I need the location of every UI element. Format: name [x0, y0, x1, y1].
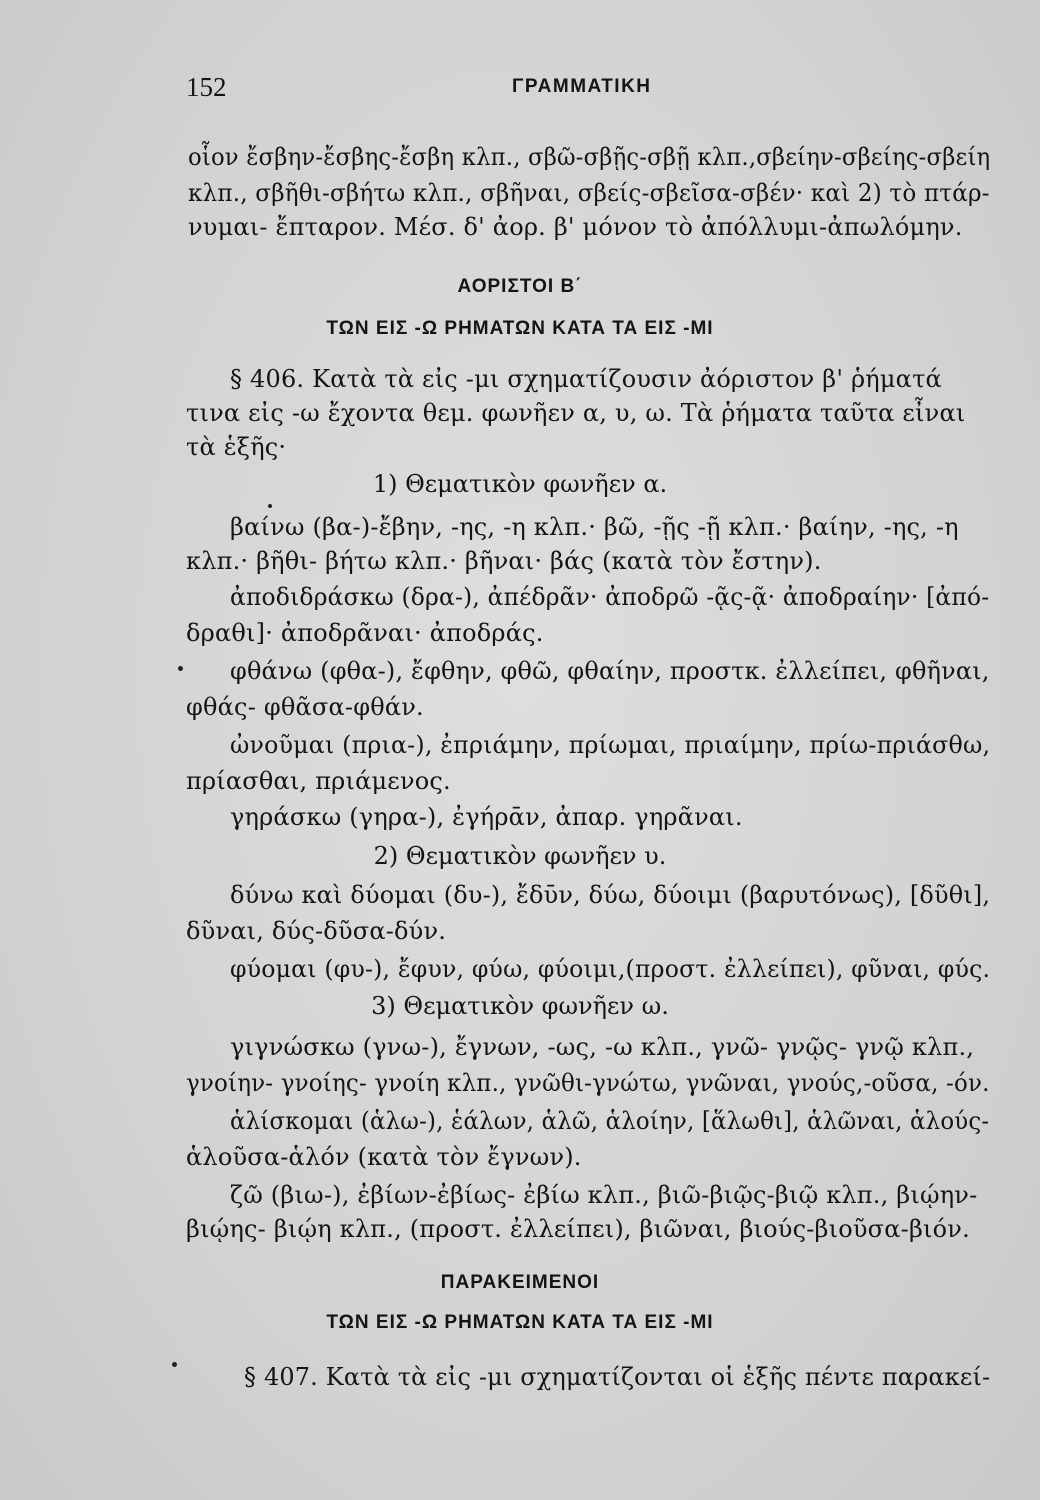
verb-line: φθάνω (φθα-), ἔφθην, φθῶ, φθαίην, προστκ. ἐλλείπει, φθῆναι, — [230, 657, 990, 685]
verb-line: γιγνώσκω (γνω-), ἔγνων, -ως, -ω κλπ., γνῶ- γνῷς- γνῷ κλπ., — [230, 1033, 975, 1061]
verb-line: δῦναι, δύς-δῦσα-δύν. — [186, 917, 447, 945]
verb-line: ἁλίσκομαι (ἁλω-), ἑάλων, ἁλῶ, ἁλοίην, [ἅλωθι], ἁλῶναι, ἁλούς- — [230, 1107, 990, 1135]
verb-line: γνοίην- γνοίης- γνοίη κλπ., γνῶθι-γνώτω, γνῶναι, γνούς,-οῦσα, -όν. — [186, 1069, 990, 1097]
verb-line: βαίνω (βα-)-ἔβην, -ης, -η κλπ.· βῶ, -ῇς -ῇ κλπ.· βαίην, -ης, -η — [230, 513, 959, 541]
section-subheading: ΤΩΝ ΕΙΣ -Ω ΡΗΜΑΤΩΝ ΚΑΤΑ ΤΑ ΕΙΣ -ΜΙ — [326, 318, 714, 339]
verb-line: δύνω καὶ δύομαι (δυ-), ἔδῡν, δύω, δύοιμι (βαρυτόνως), [δῦθι], — [230, 881, 991, 909]
text-line: νυμαι- ἔπταρον. Μέσ. δ' ἀορ. β' μόνον τὸ ἀπόλλυμι-ἀπωλόμην. — [188, 213, 963, 241]
section-subheading: ΤΩΝ ΕΙΣ -Ω ΡΗΜΑΤΩΝ ΚΑΤΑ ΤΑ ΕΙΣ -ΜΙ — [326, 1312, 714, 1333]
verb-line: ζῶ (βιω-), ἐβίων-ἐβίως- ἐβίω κλπ., βιῶ-βιῷς-βιῷ κλπ., βιῴην- — [230, 1181, 978, 1209]
verb-line: πρίασθαι, πριάμενος. — [186, 767, 451, 795]
verb-line: γηράσκω (γηρα-), ἐγήρᾱν, ἀπαρ. γηρᾶναι. — [230, 803, 743, 831]
text-line: οἷον ἔσβην-ἔσβης-ἔσβη κλπ., σβῶ-σβῇς-σβῇ κλπ.,σβείην-σβείης-σβείη — [188, 143, 991, 171]
page-number: 152 — [186, 72, 227, 102]
paragraph-407-line: § 407. Κατὰ τὰ εἰς -μι σχηματίζονται οἱ ἑξῆς πέντε παρακεί- — [244, 1363, 991, 1391]
running-head — [186, 72, 976, 104]
text-line: κλπ., σβῆθι-σβήτω κλπ., σβῆναι, σβείς-σβεῖσα-σβέν· καὶ 2) τὸ πτάρ- — [188, 179, 990, 207]
verb-line: ὠνοῦμαι (πρια-), ἐπριάμην, πρίωμαι, πριαίμην, πρίω-πριάσθω, — [230, 731, 991, 759]
ink-speck — [268, 504, 272, 508]
paragraph-406-line: τὰ ἑξῆς· — [186, 433, 287, 461]
verb-line: ἀποδιδράσκω (δρα-), ἀπέδρᾶν· ἀποδρῶ -ᾷς-ᾷ· ἀποδραίην· [ἀπό- — [230, 583, 990, 611]
verb-line: κλπ.· βῆθι- βήτω κλπ.· βῆναι· βάς (κατὰ τὸν ἔστην). — [186, 547, 822, 575]
group-title-upsilon: 2) Θεματικὸν φωνῆεν υ. — [373, 842, 667, 870]
verb-line: βιῴης- βιῴη κλπ., (προστ. ἐλλείπει), βιῶναι, βιούς-βιοῦσα-βιόν. — [186, 1215, 970, 1243]
section-heading: ΠΑΡΑΚΕΙΜΕΝΟΙ — [440, 1272, 600, 1293]
group-title-omega: 3) Θεματικὸν φωνῆεν ω. — [371, 992, 669, 1020]
running-title: ΓΡΑΜΜΑΤΙΚΗ — [512, 76, 652, 97]
ink-speck — [172, 1362, 177, 1367]
paragraph-406-line: τινα εἰς -ω ἔχοντα θεμ. φωνῆεν α, υ, ω. Τὰ ῥήματα ταῦτα εἶναι — [186, 399, 966, 427]
paragraph-406-line: § 406. Κατὰ τὰ εἰς -μι σχηματίζουσιν ἀόριστον β' ῥήματά — [230, 365, 942, 393]
verb-line: δραθι]· ἀποδρᾶναι· ἀποδράς. — [186, 619, 544, 647]
verb-line: φθάς- φθᾶσα-φθάν. — [186, 693, 424, 721]
verb-line: ἁλοῦσα-ἁλόν (κατὰ τὸν ἔγνων). — [186, 1143, 582, 1171]
group-title-alpha: 1) Θεματικὸν φωνῆεν α. — [372, 470, 668, 498]
verb-line: φύομαι (φυ-), ἔφυν, φύω, φύοιμι,(προστ. ἐλλείπει), φῦναι, φύς. — [230, 955, 991, 983]
ink-speck — [178, 666, 183, 671]
section-heading: ΑΟΡΙΣΤΟΙ Β΄ — [457, 276, 583, 297]
